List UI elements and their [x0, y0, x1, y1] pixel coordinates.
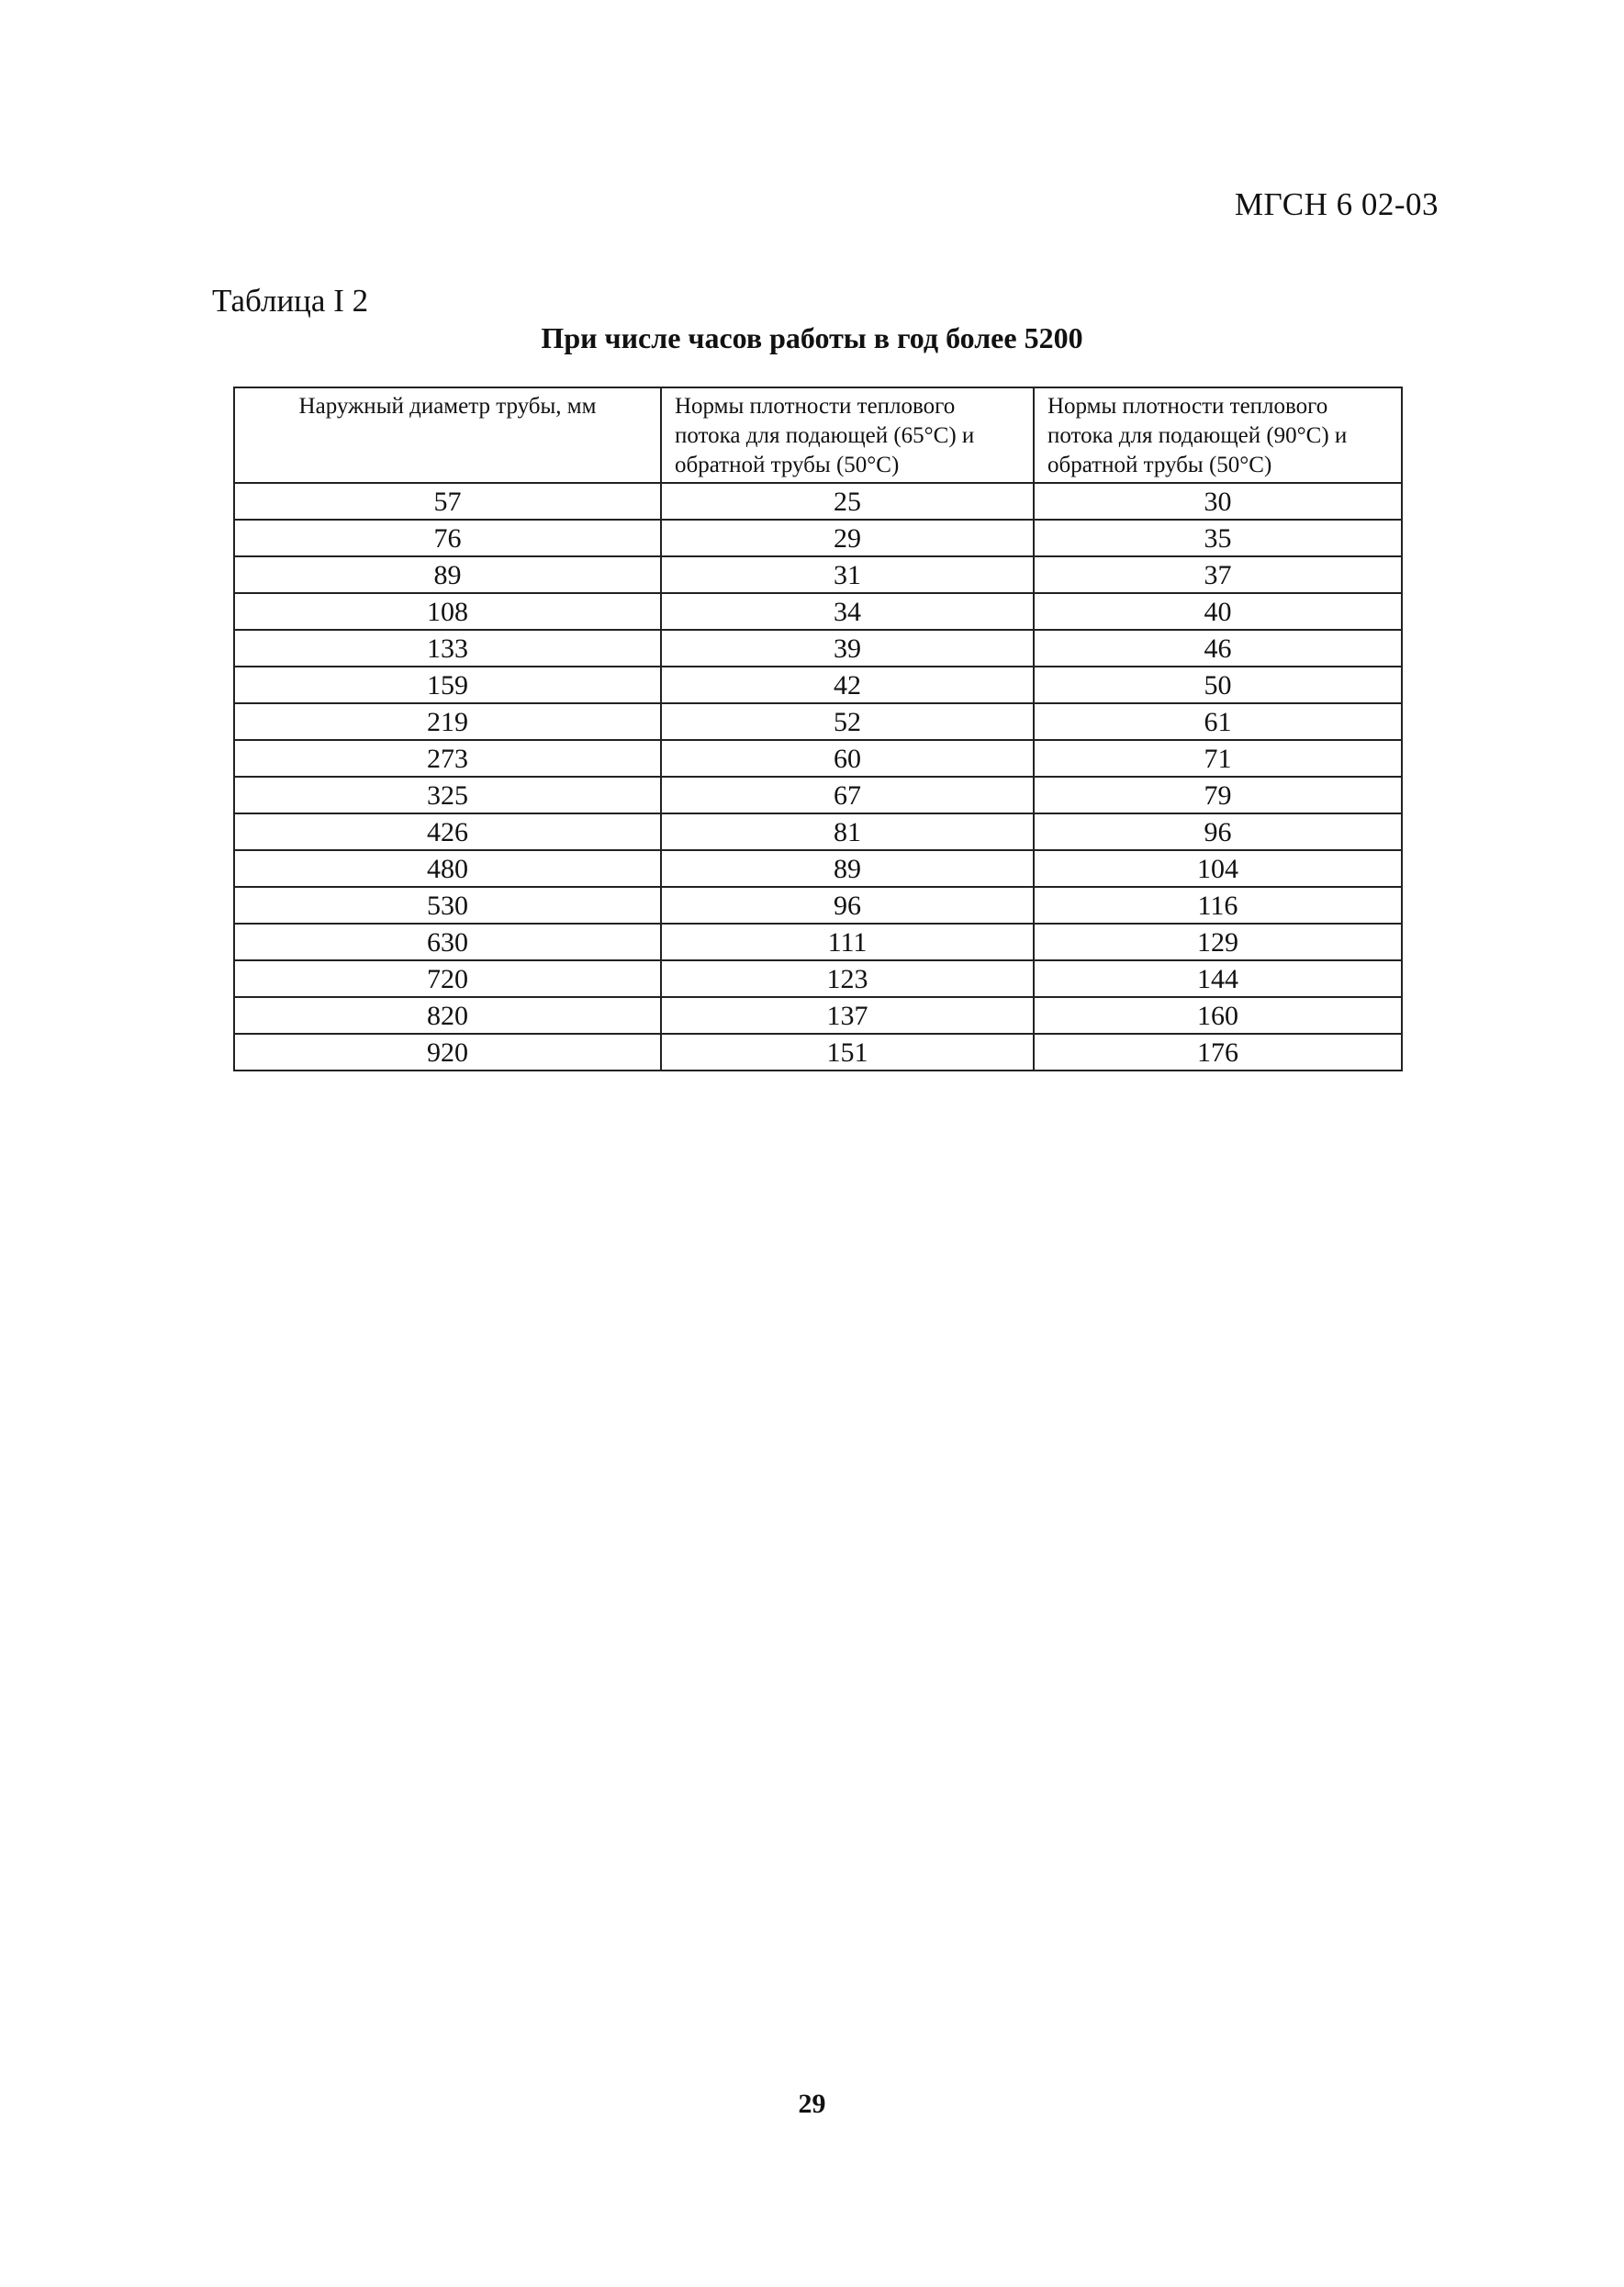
table-row	[234, 593, 1402, 630]
table-row	[234, 1034, 1402, 1071]
cell-norm-65: 52	[661, 703, 1034, 740]
cell-norm-90: 40	[1034, 593, 1402, 630]
cell-norm-65: 89	[661, 850, 1034, 887]
cell-diameter: 273	[234, 740, 661, 777]
cell-norm-65: 39	[661, 630, 1034, 667]
cell-norm-90: 144	[1034, 960, 1402, 997]
cell-diameter: 133	[234, 630, 661, 667]
cell-norm-65: 25	[661, 483, 1034, 520]
table-number: Таблица I 2	[212, 283, 369, 319]
cell-norm-90: 129	[1034, 924, 1402, 960]
cell-norm-65: 81	[661, 813, 1034, 850]
cell-norm-65: 123	[661, 960, 1034, 997]
cell-diameter: 57	[234, 483, 661, 520]
page-number: 29	[798, 2089, 826, 2119]
cell-diameter: 76	[234, 520, 661, 556]
cell-diameter: 720	[234, 960, 661, 997]
table-row	[234, 997, 1402, 1034]
cell-diameter: 426	[234, 813, 661, 850]
cell-diameter: 920	[234, 1034, 661, 1071]
cell-norm-65: 96	[661, 887, 1034, 924]
cell-norm-90: 96	[1034, 813, 1402, 850]
cell-diameter: 89	[234, 556, 661, 593]
cell-norm-90: 71	[1034, 740, 1402, 777]
table-row	[234, 667, 1402, 703]
table-row	[234, 740, 1402, 777]
heat-flux-norms-table	[233, 387, 1403, 1071]
cell-norm-65: 60	[661, 740, 1034, 777]
cell-diameter: 480	[234, 850, 661, 887]
table-row	[234, 924, 1402, 960]
cell-norm-65: 137	[661, 997, 1034, 1034]
table-row	[234, 556, 1402, 593]
cell-norm-90: 116	[1034, 887, 1402, 924]
cell-norm-65: 111	[661, 924, 1034, 960]
cell-norm-90: 176	[1034, 1034, 1402, 1071]
table-row	[234, 813, 1402, 850]
table-body	[234, 483, 1402, 1071]
table-row	[234, 483, 1402, 520]
table-row	[234, 777, 1402, 813]
table-row	[234, 520, 1402, 556]
cell-norm-90: 50	[1034, 667, 1402, 703]
column-header-norms-90: Нормы плотности теплового потока для подающей (90°С) и обратной трубы (50°С)	[1034, 387, 1402, 483]
cell-norm-65: 29	[661, 520, 1034, 556]
table-row	[234, 887, 1402, 924]
cell-norm-65: 67	[661, 777, 1034, 813]
cell-norm-90: 35	[1034, 520, 1402, 556]
cell-norm-65: 151	[661, 1034, 1034, 1071]
table-row	[234, 630, 1402, 667]
cell-diameter: 820	[234, 997, 661, 1034]
table-row	[234, 703, 1402, 740]
cell-norm-65: 42	[661, 667, 1034, 703]
table-header-row	[234, 387, 1402, 483]
cell-norm-90: 104	[1034, 850, 1402, 887]
cell-norm-65: 31	[661, 556, 1034, 593]
cell-diameter: 630	[234, 924, 661, 960]
cell-diameter: 108	[234, 593, 661, 630]
table-title: При числе часов работы в год более 5200	[541, 321, 1083, 354]
column-header-norms-65: Нормы плотности теплового потока для подающей (65°С) и обратной трубы (50°С)	[661, 387, 1034, 483]
cell-diameter: 159	[234, 667, 661, 703]
cell-diameter: 219	[234, 703, 661, 740]
table-row	[234, 850, 1402, 887]
cell-norm-90: 160	[1034, 997, 1402, 1034]
document-code: МГСН 6 02-03	[1234, 186, 1439, 222]
cell-norm-90: 61	[1034, 703, 1402, 740]
cell-diameter: 325	[234, 777, 661, 813]
cell-norm-90: 79	[1034, 777, 1402, 813]
cell-norm-90: 30	[1034, 483, 1402, 520]
cell-norm-90: 46	[1034, 630, 1402, 667]
cell-diameter: 530	[234, 887, 661, 924]
column-header-diameter: Наружный диаметр трубы, мм	[234, 387, 661, 483]
table-row	[234, 960, 1402, 997]
cell-norm-65: 34	[661, 593, 1034, 630]
cell-norm-90: 37	[1034, 556, 1402, 593]
